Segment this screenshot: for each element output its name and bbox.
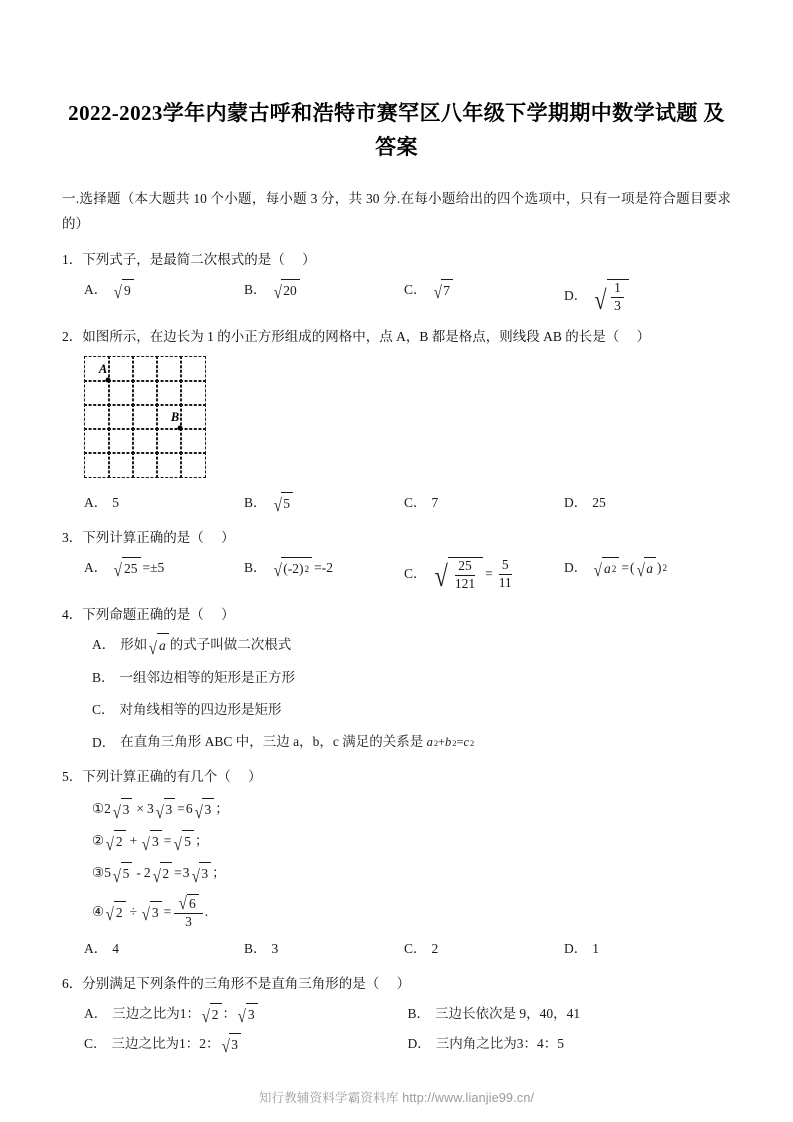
grid-point-a — [106, 378, 111, 383]
sub-item-3-value: 5 √ 5 - 2 √ 2 = 3 √ 3 ； — [104, 862, 225, 884]
title-line-2: 及答案 — [375, 101, 725, 159]
option-c-label: C． — [92, 702, 115, 718]
option-a[interactable] — [84, 938, 244, 960]
option-b-value: √ (-2) 2 =-2 — [272, 557, 334, 579]
option-a-label: A． — [84, 1005, 108, 1021]
option-b-label: B． — [244, 560, 267, 576]
option-d[interactable] — [564, 557, 724, 579]
question-6-paren: ） — [396, 975, 411, 991]
option-c[interactable] — [404, 938, 564, 960]
title-line-1: 2022-2023学年内蒙古呼和浩特市赛罕区八年级下学期期中数学试题 — [68, 101, 698, 125]
grid-cell — [108, 356, 134, 382]
question-6-options-row-2 — [62, 1033, 731, 1055]
option-b-label: B． — [244, 282, 267, 297]
question-5-text: 下列计算正确的有几个（ — [82, 769, 231, 785]
grid-cell — [108, 380, 134, 406]
sub-item-3-marker: ③ — [92, 865, 105, 881]
grid-cell — [156, 380, 182, 406]
sub-item-4-value: √ 2 ÷ √ 3 = √ 6 3 . — [105, 893, 209, 930]
option-a-value: 三边之比为1： √ 2 ： √ 3 — [112, 1003, 258, 1025]
question-2-paren: ） — [636, 329, 651, 345]
question-3 — [62, 527, 731, 591]
question-5 — [62, 766, 731, 959]
option-d[interactable] — [564, 279, 724, 316]
option-b[interactable] — [244, 557, 404, 579]
option-a[interactable] — [84, 557, 244, 579]
sub-item-4-marker: ④ — [92, 904, 105, 919]
option-a-label: A． — [84, 282, 108, 297]
question-3-text: 下列计算正确的是（ — [82, 530, 204, 546]
question-1-number: 1． — [62, 252, 83, 267]
grid-cell — [180, 404, 206, 430]
grid-cell — [108, 428, 134, 454]
option-b[interactable] — [408, 1003, 732, 1025]
option-b[interactable] — [244, 279, 404, 301]
question-3-options — [62, 557, 731, 591]
grid-point-label-b: B — [170, 410, 180, 425]
option-d-value: 在直角三角形 ABC 中，三边 a，b，c 满足的关系是 a 2 + b 2 = c 2 — [120, 731, 474, 753]
option-a[interactable] — [84, 279, 244, 301]
option-d-label: D． — [564, 560, 588, 576]
question-2-number: 2． — [62, 329, 83, 345]
question-3-stem — [62, 527, 731, 549]
square-grid-figure — [84, 356, 212, 484]
question-1-stem — [62, 249, 731, 271]
option-c-label: C． — [404, 495, 427, 511]
question-2 — [62, 326, 731, 514]
option-c[interactable] — [92, 699, 731, 720]
option-d-value: 三内角之比为3：4：5 — [435, 1035, 564, 1051]
grid-cell — [84, 452, 110, 478]
sub-item-1-marker: ① — [92, 801, 105, 817]
question-2-stem — [62, 326, 731, 348]
option-b-value: 一组邻边相等的矩形是正方形 — [119, 670, 296, 686]
option-a[interactable] — [84, 492, 244, 514]
question-4 — [62, 604, 731, 753]
question-4-number: 4． — [62, 607, 83, 623]
question-6-text: 分别满足下列条件的三角形不是直角三角形的是（ — [82, 975, 380, 991]
option-d-label: D． — [92, 734, 116, 750]
option-c-label: C． — [404, 940, 427, 956]
grid-cell — [84, 380, 110, 406]
option-b-label: B． — [244, 495, 267, 511]
option-a-value: √ 9 — [112, 279, 135, 301]
option-d-label: D． — [564, 495, 588, 511]
option-b-value: 三边长依次是 9，40，41 — [435, 1005, 581, 1021]
option-d-label: D． — [564, 288, 588, 304]
option-c-value: 7 — [431, 495, 439, 511]
option-b-value: 3 — [271, 940, 279, 956]
option-c-label: C． — [404, 282, 427, 297]
option-a-label: A． — [84, 940, 108, 956]
option-d[interactable] — [564, 492, 724, 514]
option-d-label: D． — [407, 1035, 431, 1051]
option-c-value: √ 7 — [432, 279, 455, 301]
option-a-label: A． — [84, 560, 108, 576]
grid-cell — [156, 452, 182, 478]
option-d-label: D． — [564, 940, 588, 956]
option-d-value: 1 — [592, 940, 599, 956]
grid-cell — [180, 428, 206, 454]
option-a-value: 5 — [112, 495, 119, 511]
question-5-stem — [62, 766, 731, 788]
option-b[interactable] — [244, 492, 404, 514]
question-2-figure-wrap — [62, 356, 731, 484]
question-1 — [62, 249, 731, 316]
option-c[interactable] — [404, 492, 564, 514]
grid-cell — [180, 452, 206, 478]
question-1-text: 下列式子，是最简二次根式的是（ — [82, 252, 285, 267]
question-5-number: 5． — [62, 769, 83, 785]
footer-watermark: 知行教辅资料学霸资料库 http://www.lianjie99.cn/ — [258, 1091, 535, 1105]
question-3-number: 3． — [62, 530, 83, 546]
question-2-text: 如图所示，在边长为 1 的小正方形组成的网格中，点 A，B 都是格点，则线段 AB 的长是（ — [82, 329, 620, 345]
section-heading: 一.选择题（本大题共 10 个小题，每小题 3 分，共 30 分.在每小题给出的四个选项中，只有一项是符合题目要求的） — [62, 191, 731, 231]
question-4-paren: ） — [221, 607, 235, 623]
grid-cell — [132, 356, 158, 382]
sub-item-2 — [92, 830, 731, 852]
option-b[interactable] — [244, 938, 404, 960]
grid-cell — [180, 356, 206, 382]
option-d[interactable] — [564, 938, 724, 960]
option-a[interactable] — [84, 1003, 408, 1025]
question-5-options — [62, 938, 731, 960]
option-d-value: √ a 2 = ( √ a ) 2 — [592, 557, 667, 579]
question-3-paren: ） — [221, 530, 235, 546]
question-4-options — [62, 633, 731, 753]
question-6-options-row-1 — [62, 1003, 731, 1025]
option-b-label: B． — [407, 1005, 431, 1021]
option-a[interactable] — [92, 633, 731, 656]
grid-cell — [84, 404, 110, 430]
question-5-paren: ） — [248, 769, 262, 785]
option-b-value: √ 5 — [272, 492, 295, 514]
sub-item-1-value: 2 √ 3 × 3 √ 3 = 6 √ 3 ； — [104, 798, 229, 820]
option-c-label: C． — [404, 566, 427, 582]
option-d-value: 25 — [592, 495, 606, 511]
option-b[interactable] — [92, 667, 731, 688]
option-d[interactable] — [408, 1033, 732, 1055]
sub-item-3 — [92, 862, 731, 884]
pythagoras-formula: a 2 + b 2 = c 2 — [426, 735, 475, 750]
question-1-paren: ） — [302, 252, 316, 267]
option-c-value: √ $\frac{25}{121}$ = $\frac{5}{11}$ — [433, 557, 512, 593]
question-5-sub-items — [62, 798, 731, 929]
option-c-value: 2 — [431, 940, 439, 956]
question-1-options — [62, 279, 731, 316]
question-6-number: 6． — [62, 975, 83, 991]
option-b-label: B． — [244, 940, 267, 956]
option-a-value: √ 25 =±5 — [112, 557, 165, 579]
sub-item-1 — [92, 798, 731, 820]
grid-point-b — [178, 426, 183, 431]
option-c-value: 三边之比为1：2： √ 3 — [112, 1033, 243, 1055]
grid-cell — [180, 380, 206, 406]
question-6 — [62, 973, 731, 1055]
question-2-options — [62, 492, 731, 514]
option-a-label: A． — [92, 637, 116, 653]
option-c-label: C． — [84, 1035, 107, 1051]
page-title — [62, 0, 731, 164]
option-b-value: √ 20 — [272, 279, 301, 301]
grid-cell — [156, 356, 182, 382]
option-d-value: √ $\frac{1}{3}$ — [592, 279, 630, 313]
option-a-label: A． — [84, 495, 108, 511]
option-a-value: 形如 √ a 的式子叫做二次根式 — [120, 633, 291, 656]
grid-cell — [132, 380, 158, 406]
option-c[interactable] — [404, 279, 564, 301]
option-c[interactable] — [404, 557, 564, 591]
grid-cell — [132, 452, 158, 478]
grid-cell — [108, 404, 134, 430]
question-6-stem — [62, 973, 731, 995]
grid-cell — [156, 428, 182, 454]
grid-cell — [84, 428, 110, 454]
option-c[interactable] — [84, 1033, 408, 1055]
option-d[interactable] — [92, 731, 731, 753]
question-4-stem — [62, 604, 731, 626]
grid-cell — [108, 452, 134, 478]
question-4-text: 下列命题正确的是（ — [82, 607, 204, 623]
option-a-value: 4 — [112, 940, 119, 956]
grid-cell — [132, 428, 158, 454]
sub-item-4 — [92, 894, 731, 929]
sub-item-2-marker: ② — [92, 833, 105, 849]
sub-item-2-value: √ 2 + √ 3 = √ 5 ； — [104, 830, 208, 852]
grid-cell — [132, 404, 158, 430]
grid-point-label-a: A — [98, 362, 108, 377]
option-c-value: 对角线相等的四边形是矩形 — [119, 702, 282, 718]
option-b-label: B． — [92, 670, 115, 686]
